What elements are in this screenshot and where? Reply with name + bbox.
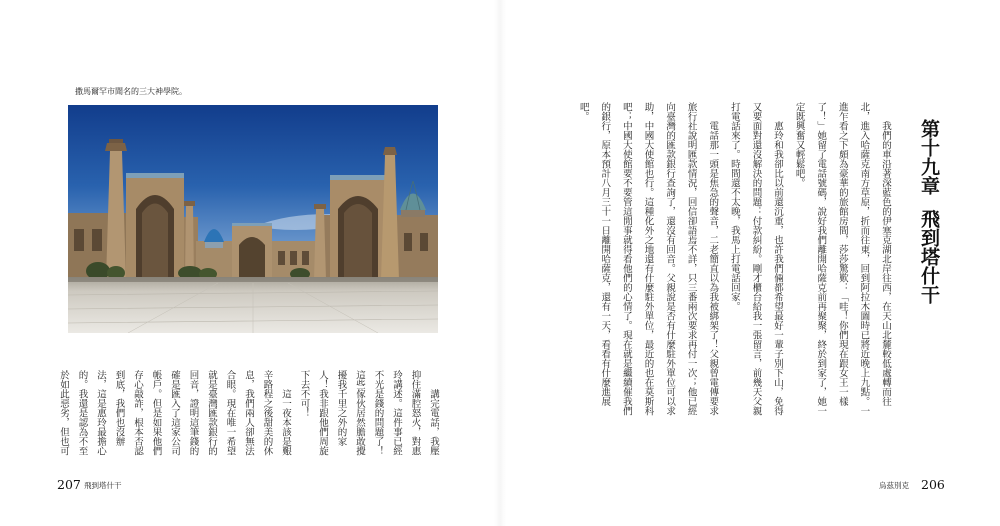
text-column: 旅行社說明匯款情況，回信卻語焉不詳，只三番兩次要求再付一次；他已經	[685, 102, 697, 416]
text-column: 的銀行，原本預計八月三十一日離開哈薩克，還有一天，看看有什麼進展	[599, 102, 611, 406]
right-running-title: 烏茲別克	[879, 481, 909, 490]
text-column: 抑住滿腔怒火，對惠	[409, 370, 421, 456]
text-column: 北，進入哈薩克南方草原，折而往東，回到阿拉木圖時已將近晚上九點。一	[858, 102, 870, 416]
text-column: 人！我非跟他們周旋	[317, 370, 328, 456]
photo-caption: 撒馬爾罕市聞名的三大神學院。	[75, 87, 187, 96]
registan-photo	[68, 105, 438, 333]
text-column: 就是臺灣匯款銀行的	[206, 370, 217, 456]
right-page-number: 206	[921, 477, 945, 492]
text-column: 講完電話，我壓	[428, 389, 439, 456]
right-page-text	[572, 102, 896, 420]
left-page-text	[53, 370, 442, 462]
text-column: 法，這是惠玲最擔心	[95, 370, 106, 456]
left-running-title: 飛到塔什干	[84, 481, 122, 490]
text-column: 帳戶。但是如果他們	[150, 370, 162, 456]
text-column: 不光是錢的問題了！	[372, 370, 384, 456]
text-column: 定既興奮又輕鬆吧。	[793, 102, 805, 188]
text-column: 這些傢伙居然膽敢攪	[354, 370, 365, 456]
chapter-number: 第十九章	[918, 119, 940, 195]
text-column: 於如此惡劣，但也可	[58, 370, 69, 456]
text-column: 了！」她留了電話號碼，說好我們離開哈薩克前再聚聚，終於到家了，她一	[815, 102, 827, 416]
text-column: 又要面對還沒解決的問題：付款糾紛。剛才櫃台給我一張留言，前幾天父親	[750, 102, 762, 416]
text-column: 玲講述。這件事已經	[391, 370, 402, 456]
page-gutter	[494, 0, 506, 526]
text-column: 向臺灣的匯款銀行查詢了，還沒有回音。父親說是否有什麼駐外單位可以求	[664, 102, 676, 416]
text-column: 息，我們兩人卻無法	[243, 370, 254, 456]
text-column: 下去不可！	[298, 370, 310, 418]
text-column: 到底，我們也沒辦	[113, 370, 125, 446]
text-column: 電話那一頭是焦急的聲音，二老簡直以為我被綁架了！父親曾電傳要求	[707, 121, 719, 416]
text-column: 這一夜本該是艱	[280, 389, 291, 456]
text-column: 辛路程之後甜美的休	[261, 370, 273, 456]
text-column: 確是匯入了這家公司	[169, 370, 180, 456]
text-column: 擾我千里之外的家	[335, 370, 347, 446]
text-column: 回音，證明這筆錢的	[187, 370, 199, 456]
text-column: 我們的車沿著深藍色的伊塞克湖北岸往西，在天山北麓較低處轉而往	[880, 121, 891, 406]
text-column: 進乍看之下頗為豪華的旅館房間，莎莎驚歎：「哇！你們現在跟女王一樣	[836, 102, 848, 406]
chapter-heading	[918, 119, 940, 319]
text-column: 的。我還是認為不至	[76, 370, 88, 456]
left-page-number: 207	[57, 477, 81, 492]
text-column: 吧。	[577, 102, 589, 121]
chapter-title: 飛到塔什干	[918, 209, 940, 304]
text-column: 助，中國大使館也行。這種化外之地還有什麼駐外單位，最近的也在莫斯科	[642, 102, 654, 416]
text-column: 打電話來了。時間還不太晚，我馬上打電話回家。	[728, 102, 740, 311]
text-column: 合眼。現在唯一希望	[224, 370, 236, 456]
text-column: 存心敲詐，根本否認	[132, 370, 143, 456]
text-column: 吧；中國大使館要不要管這閒事就得看他們的心情了。現在就是繼續催我們	[620, 102, 632, 416]
text-column: 惠玲和我卻比以前還沉重，也許我們倆都希望最好一輩子別下山，免得	[772, 121, 784, 416]
